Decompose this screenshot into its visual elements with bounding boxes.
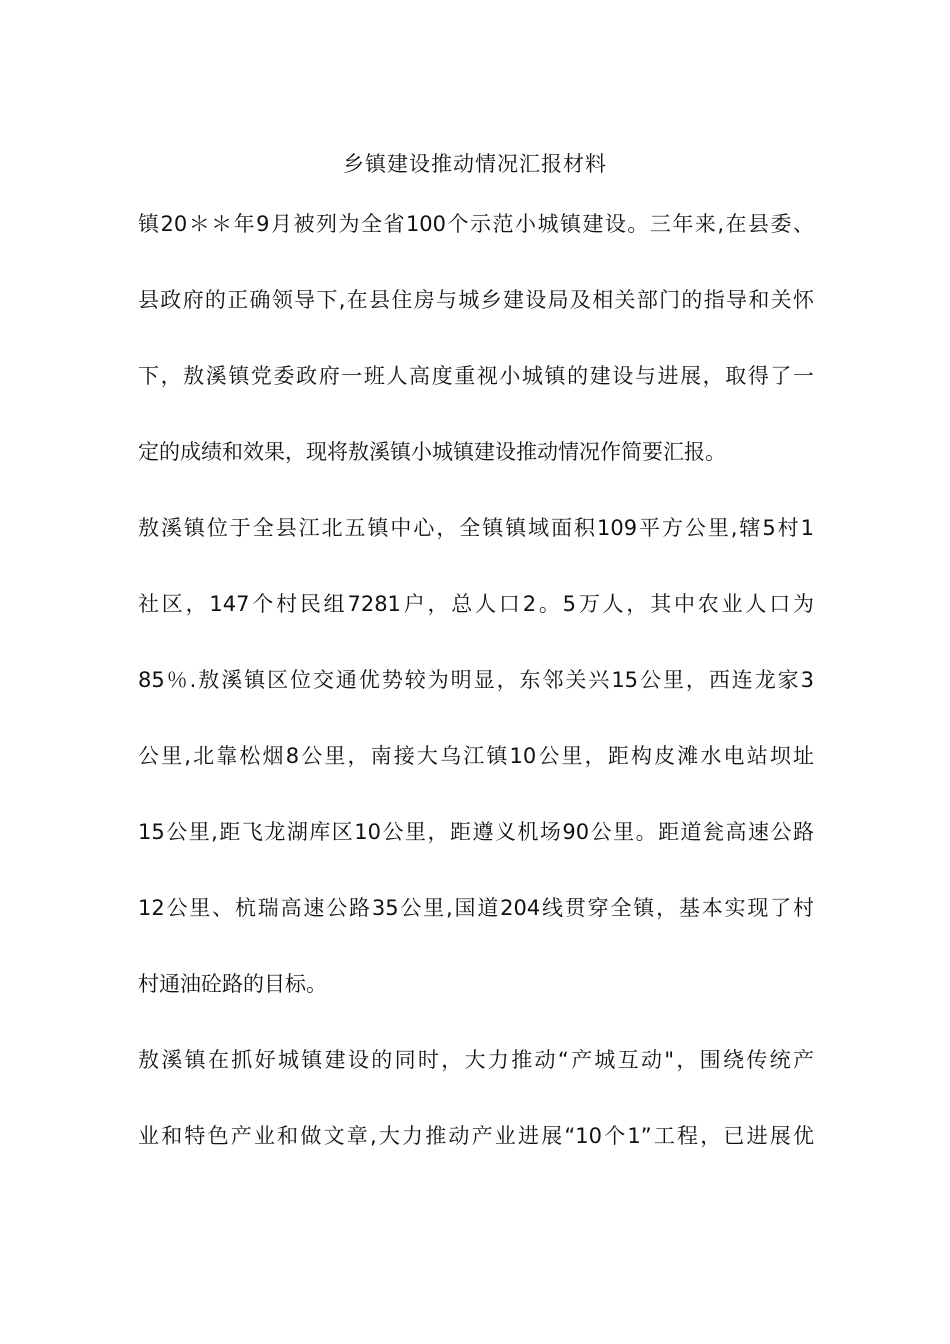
text-line: 社区，147个村民组7281户，总人口2。5万人，其中农业人口为: [138, 592, 814, 616]
text-line: 85％.敖溪镇区位交通优势较为明显，东邻关兴15公里，西连龙家3: [138, 668, 814, 692]
text-line: 定的成绩和效果，现将敖溪镇小城镇建设推动情况作简要汇报。: [138, 440, 726, 464]
document-body: [138, 208, 814, 1196]
paragraph-1: [138, 208, 814, 512]
text-line: 业和特色产业和做文章,大力推动产业进展“10个1”工程，已进展优: [138, 1124, 814, 1148]
text-line: 村通油砼路的目标。: [138, 972, 327, 996]
text-line: 15公里,距飞龙湖库区10公里，距遵义机场90公里。距道瓮高速公路: [138, 820, 814, 844]
paragraph-3: [138, 1044, 814, 1196]
text-line: 敖溪镇在抓好城镇建设的同时，大力推动“产城互动"，围绕传统产: [138, 1048, 814, 1072]
text-line: 县政府的正确领导下,在县住房与城乡建设局及相关部门的指导和关怀: [138, 288, 814, 312]
text-line: 敖溪镇位于全县江北五镇中心，全镇镇域面积109平方公里,辖5村1: [138, 516, 814, 540]
text-line: 12公里、杭瑞高速公路35公里,国道204线贯穿全镇，基本实现了村: [138, 896, 814, 920]
paragraph-2: [138, 512, 814, 1044]
text-line: 下，敖溪镇党委政府一班人高度重视小城镇的建设与进展，取得了一: [138, 364, 814, 388]
document-title: 乡镇建设推动情况汇报材料: [343, 152, 607, 176]
text-line: 镇20＊＊年9月被列为全省100个示范小城镇建设。三年来,在县委、: [138, 212, 814, 236]
text-line: 公里,北靠松烟8公里，南接大乌江镇10公里，距构皮滩水电站坝址: [138, 744, 814, 768]
